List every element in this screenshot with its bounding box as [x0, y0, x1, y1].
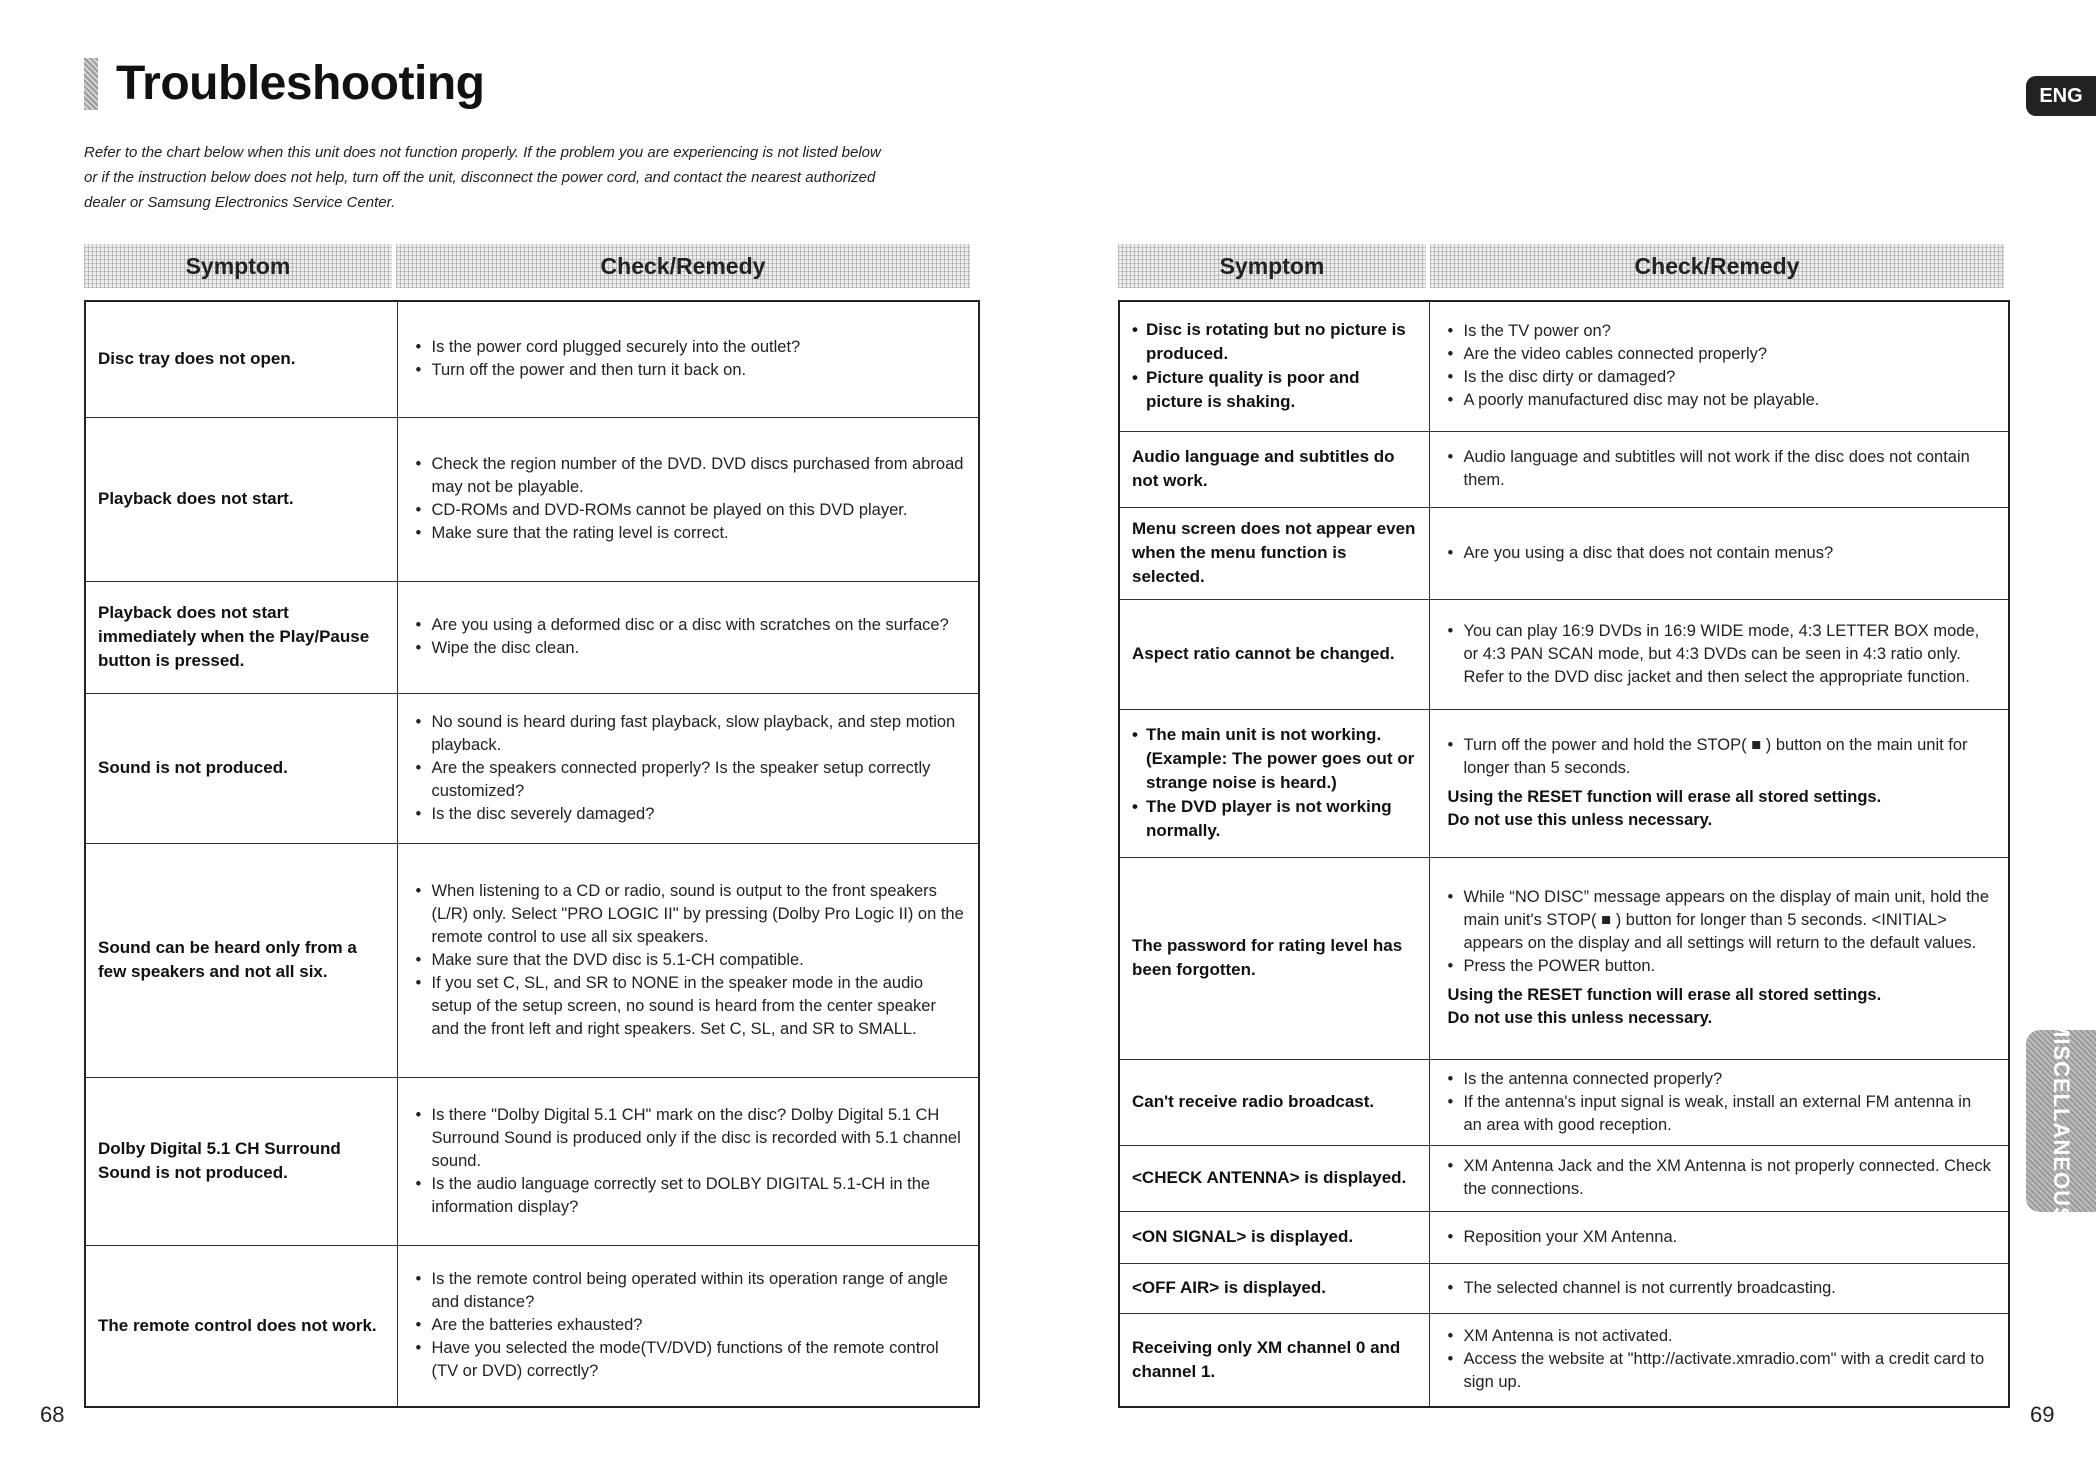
right-troubleshooting-table: [1118, 300, 2010, 1408]
remedy-item: • XM Antenna is not activated.: [1448, 1325, 1995, 1348]
remedy-cell: [1429, 1059, 2009, 1145]
symptom-cell: Can't receive radio broadcast.: [1119, 1059, 1429, 1145]
remedy-item: • Audio language and subtitles will not work if the disc does not contain them.: [1448, 446, 1995, 492]
remedy-item: • No sound is heard during fast playback, slow playback, and step motion playback.: [416, 711, 965, 757]
section-tab: [2026, 1019, 2096, 1223]
symptom-cell: Audio language and subtitles do not work.: [1119, 431, 1429, 507]
table-row: [1119, 431, 2009, 507]
remedy-item: • Make sure that the rating level is correct.: [416, 522, 965, 545]
table-row: [85, 581, 979, 693]
table-row: [1119, 857, 2009, 1059]
remedy-cell: [1429, 507, 2009, 599]
remedy-item: • If the antenna's input signal is weak, install an external FM antenna in an area with good reception.: [1448, 1091, 1995, 1137]
symptom-cell: [1119, 709, 1429, 857]
remedy-item: • Is the power cord plugged securely into the outlet?: [416, 336, 965, 359]
symptom-cell: The remote control does not work.: [85, 1245, 397, 1407]
left-troubleshooting-table: [84, 300, 980, 1408]
remedy-item: • Have you selected the mode(TV/DVD) functions of the remote control (TV or DVD) correctly?: [416, 1337, 965, 1383]
language-tab: ENG: [2026, 76, 2096, 116]
remedy-item: • You can play 16:9 DVDs in 16:9 WIDE mode, 4:3 LETTER BOX mode, or 4:3 PAN SCAN mode, but 4:3 DVDs can be seen in 4:3 ratio only. Refer to the DVD disc jacket and then select the appropriate function.: [1448, 620, 1995, 689]
remedy-item: • Is there "Dolby Digital 5.1 CH" mark on the disc? Dolby Digital 5.1 CH Surround Sound is produced only if the disc is recorded with 5.1 channel sound.: [416, 1104, 965, 1173]
warning-line: Do not use this unless necessary.: [1447, 1009, 1713, 1027]
section-tab-label: MISCELLANEOUS: [2049, 1019, 2074, 1223]
page-title: Troubleshooting: [116, 57, 485, 110]
symptom-cell: Sound can be heard only from a few speakers and not all six.: [85, 843, 397, 1077]
warning-line: Do not use this unless necessary.: [1447, 811, 1713, 829]
page-number-right: 69: [2030, 1402, 2055, 1427]
symptom-cell: Aspect ratio cannot be changed.: [1119, 599, 1429, 709]
remedy-item: • Is the audio language correctly set to DOLBY DIGITAL 5.1-CH in the information display?: [416, 1173, 965, 1219]
table-row: [85, 1077, 979, 1245]
reset-warning: [1448, 984, 1995, 1030]
table-row: [85, 417, 979, 581]
table-row: [1119, 507, 2009, 599]
table-row: [85, 1245, 979, 1407]
table-row: [1119, 1263, 2009, 1313]
remedy-cell: [397, 581, 979, 693]
remedy-item: • Press the POWER button.: [1448, 955, 1995, 978]
symptom-cell: Playback does not start.: [85, 417, 397, 581]
warning-line: Using the RESET function will erase all stored settings.: [1447, 986, 1882, 1004]
remedy-item: • Make sure that the DVD disc is 5.1-CH compatible.: [416, 949, 965, 972]
symptom-cell: Receiving only XM channel 0 and channel 1.: [1119, 1313, 1429, 1407]
symptom-cell: Dolby Digital 5.1 CH Surround Sound is not produced.: [85, 1077, 397, 1245]
table-row: [1119, 1211, 2009, 1263]
remedy-cell: [1429, 599, 2009, 709]
remedy-header: Check/Remedy: [1430, 244, 2004, 288]
remedy-item: • The selected channel is not currently broadcasting.: [1448, 1277, 1995, 1300]
right-table-header: [1118, 244, 2004, 288]
title-marker: [84, 58, 98, 110]
symptom-cell: Disc tray does not open.: [85, 301, 397, 417]
remedy-cell: [397, 693, 979, 843]
remedy-item: • Are the video cables connected properly?: [1448, 343, 1995, 366]
intro-line: Refer to the chart below when this unit does not function properly. If the problem you are experiencing is not listed below: [84, 144, 881, 161]
remedy-cell: [1429, 1145, 2009, 1211]
symptom-cell: [1119, 301, 1429, 431]
remedy-cell: [1429, 709, 2009, 857]
remedy-item: • Are you using a deformed disc or a disc with scratches on the surface?: [416, 614, 965, 637]
table-row: [1119, 1313, 2009, 1407]
remedy-cell: [1429, 1313, 2009, 1407]
table-row: [1119, 1059, 2009, 1145]
remedy-cell: [1429, 301, 2009, 431]
remedy-cell: [1429, 1263, 2009, 1313]
table-row: [1119, 1145, 2009, 1211]
symptom-cell: <CHECK ANTENNA> is displayed.: [1119, 1145, 1429, 1211]
remedy-item: • Is the TV power on?: [1448, 320, 1995, 343]
remedy-item: • Is the remote control being operated within its operation range of angle and distance?: [416, 1268, 965, 1314]
symptom-cell: The password for rating level has been forgotten.: [1119, 857, 1429, 1059]
remedy-item: • Wipe the disc clean.: [416, 637, 965, 660]
page-header: [84, 56, 484, 111]
table-row: [1119, 301, 2009, 431]
remedy-cell: [1429, 1211, 2009, 1263]
symptom-item: • The DVD player is not working normally.: [1132, 795, 1417, 843]
remedy-item: • Turn off the power and then turn it back on.: [416, 359, 965, 382]
remedy-cell: [1429, 857, 2009, 1059]
remedy-item: • Are you using a disc that does not contain menus?: [1448, 542, 1995, 565]
remedy-cell: [397, 1245, 979, 1407]
intro-line: or if the instruction below does not help, turn off the unit, disconnect the power cord, and contact the nearest authorized: [84, 169, 876, 186]
remedy-cell: [397, 417, 979, 581]
remedy-item: • Check the region number of the DVD. DVD discs purchased from abroad may not be playable.: [416, 453, 965, 499]
remedy-item: • Is the disc severely damaged?: [416, 803, 965, 826]
table-row: [85, 301, 979, 417]
remedy-item: • Turn off the power and hold the STOP( ■ ) button on the main unit for longer than 5 seconds.: [1448, 734, 1995, 780]
remedy-item: • Are the speakers connected properly? Is the speaker setup correctly customized?: [416, 757, 965, 803]
symptom-cell: Menu screen does not appear even when the menu function is selected.: [1119, 507, 1429, 599]
remedy-item: • CD-ROMs and DVD-ROMs cannot be played on this DVD player.: [416, 499, 965, 522]
symptom-item: • The main unit is not working. (Example: The power goes out or strange noise is heard.): [1132, 723, 1417, 795]
remedy-item: • XM Antenna Jack and the XM Antenna is not properly connected. Check the connections.: [1448, 1155, 1995, 1201]
remedy-item: • Is the antenna connected properly?: [1448, 1068, 1995, 1091]
remedy-item: • Reposition your XM Antenna.: [1448, 1226, 1995, 1249]
symptom-header: Symptom: [1118, 244, 1426, 288]
symptom-cell: Playback does not start immediately when the Play/Pause button is pressed.: [85, 581, 397, 693]
warning-line: Using the RESET function will erase all stored settings.: [1447, 788, 1882, 806]
remedy-cell: [397, 1077, 979, 1245]
remedy-item: • Access the website at "http://activate.xmradio.com" with a credit card to sign up.: [1448, 1348, 1995, 1394]
remedy-header: Check/Remedy: [396, 244, 970, 288]
remedy-item: • A poorly manufactured disc may not be playable.: [1448, 389, 1995, 412]
remedy-item: • When listening to a CD or radio, sound is output to the front speakers (L/R) only. Select "PRO LOGIC II" by pressing (Dolby Pro Logic II) on the remote control to use all six speakers.: [416, 880, 965, 949]
left-table-header: [84, 244, 970, 288]
reset-warning: [1448, 786, 1995, 832]
intro-text: [84, 140, 964, 215]
table-row: [1119, 599, 2009, 709]
table-row: [1119, 709, 2009, 857]
remedy-cell: [1429, 431, 2009, 507]
remedy-cell: [397, 301, 979, 417]
symptom-item: • Picture quality is poor and picture is shaking.: [1132, 366, 1417, 414]
symptom-header: Symptom: [84, 244, 392, 288]
table-row: [85, 843, 979, 1077]
symptom-cell: <ON SIGNAL> is displayed.: [1119, 1211, 1429, 1263]
remedy-item: • If you set C, SL, and SR to NONE in the speaker mode in the audio setup of the setup screen, no sound is heard from the center speaker and the front left and right speakers. Set C, SL, and SR to SMALL.: [416, 972, 965, 1041]
symptom-item: • Disc is rotating but no picture is produced.: [1132, 318, 1417, 366]
table-row: [85, 693, 979, 843]
remedy-item: • Are the batteries exhausted?: [416, 1314, 965, 1337]
intro-line: dealer or Samsung Electronics Service Center.: [84, 194, 396, 211]
remedy-cell: [397, 843, 979, 1077]
symptom-cell: Sound is not produced.: [85, 693, 397, 843]
remedy-item: • While “NO DISC” message appears on the display of main unit, hold the main unit's STOP( ■ ) button for longer than 5 seconds. <INITIAL> appears on the display and all settings will return to the default values.: [1448, 886, 1995, 955]
page-number-left: 68: [40, 1402, 65, 1427]
symptom-cell: <OFF AIR> is displayed.: [1119, 1263, 1429, 1313]
remedy-item: • Is the disc dirty or damaged?: [1448, 366, 1995, 389]
